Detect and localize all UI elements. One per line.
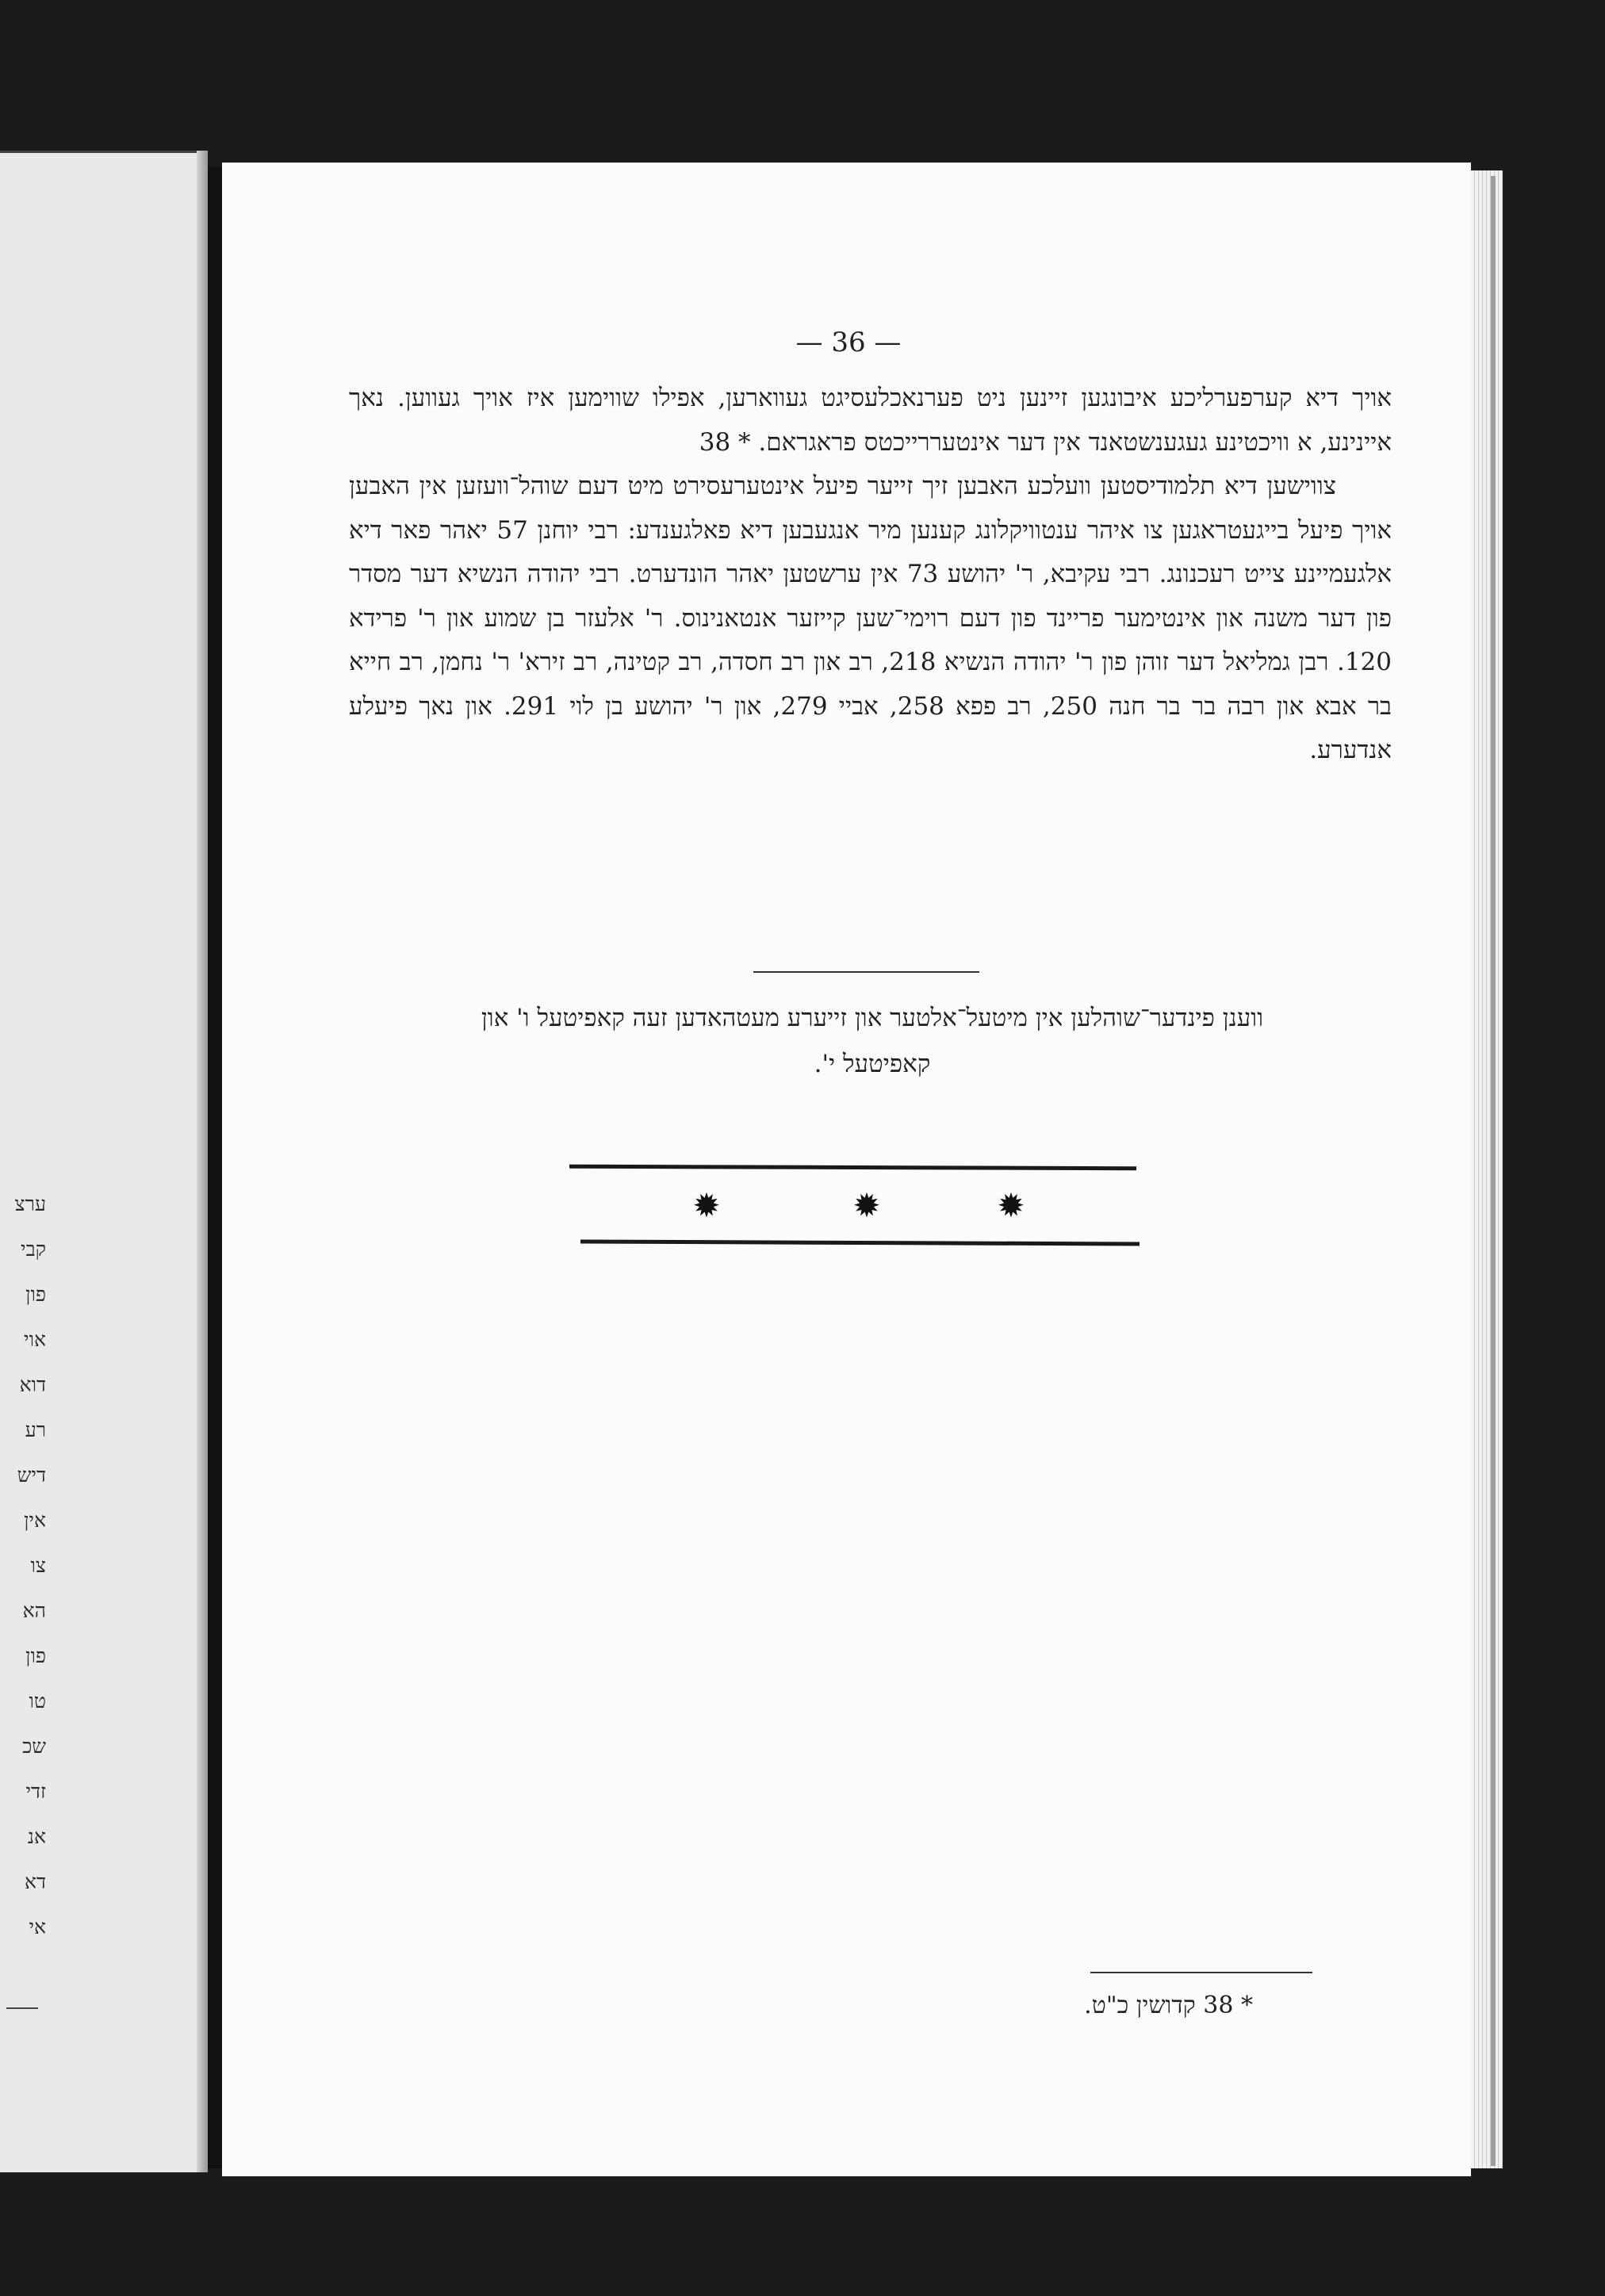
left-line: שכ [22, 1735, 46, 1758]
left-line: פון [25, 1283, 46, 1306]
left-line: אין [24, 1509, 46, 1532]
left-page-text-fragments [0, 1181, 46, 1950]
page-edges [1471, 170, 1503, 2168]
paragraph: צווישען דיא תלמודיסטען וועלכע האבען זיך זייער פיעל אינטערעסירט מיט דעם שוהל־וועזען אין האבען אויך פיעל בייגעטראגען צו איהר ענטוויקלונג קענען מיר אנגעבען דיא פאלגענדע: רבי יוחנן 57 יאהר פאר דיא אלגעמיינע צייט רעכנונג. רבי עקיבא, ר' יהושע 73 אין ערשטען יאהר הונדערט. רבי יהודה הנשיא דער מסדר פון דער משנה און אינטימער פריינד פון דעם רוימי־שען קייזער אנטאנינוס. ר' אלעזר בן שמוע און ר' פרידא 120. רבן גמליאל דער זוהן פון ר' יהודה הנשיא 218, רב און רב חסדה, רב קטינה, רב זירא' ר' נחמן, רב חייא בר אבא און רבה בר בר חנה 250, רב פפא 258, אביי 279, און ר' יהושע בן לוי 291. און נאך פיעלע אנדערע. [349, 472, 1392, 764]
left-line: רע [25, 1418, 46, 1441]
left-line: פון [25, 1644, 46, 1667]
left-line: צו [30, 1554, 46, 1577]
footnote-rule [1090, 1972, 1312, 1973]
cross-reference-note: ווענן פינדער־שוהלען אין מיטעל־אלטער און זייערע מעטהאדען זעה קאפיטעל ו' און קאפיטעל י'. [481, 1004, 1264, 1078]
body-text [349, 377, 1392, 773]
left-line: אנ [27, 1825, 46, 1848]
footnote: * 38 קדושין כ"ט. [1084, 1992, 1253, 2019]
left-line: דיש [17, 1464, 46, 1487]
left-line: אוי [24, 1328, 46, 1351]
page-edge-shadow [1491, 176, 1496, 2166]
left-page-divider [6, 2007, 38, 2009]
section-divider [753, 971, 979, 973]
paragraph: אויך דיא קערפערליכע איבונגען זיינען ניט פערנאכלעסיגט געווארען, אפילו שווימען איז אויך געווען. נאך איינינע, א וויכטינע געגענשטאנד אין דער אינטעררייכטס פראגראם. * 38 [349, 384, 1392, 457]
star-ornament-icon: ✹ [692, 1186, 721, 1225]
left-line: קבי [21, 1238, 46, 1261]
left-line: זדי [25, 1780, 46, 1803]
left-page-top-rule [0, 151, 208, 153]
left-line: דוא [19, 1373, 46, 1396]
left-line: ערצ [14, 1192, 46, 1215]
gutter-shadow [197, 151, 208, 2172]
star-ornament-icon: ✹ [852, 1186, 881, 1225]
book-spine [208, 166, 222, 2168]
left-page [0, 151, 208, 2172]
left-line: הא [22, 1599, 46, 1622]
left-line: טו [29, 1689, 46, 1712]
left-line: דא [24, 1870, 46, 1893]
star-ornament-icon: ✹ [997, 1186, 1025, 1225]
page-number: — 36 — [795, 327, 902, 358]
left-line: אי [29, 1915, 46, 1938]
